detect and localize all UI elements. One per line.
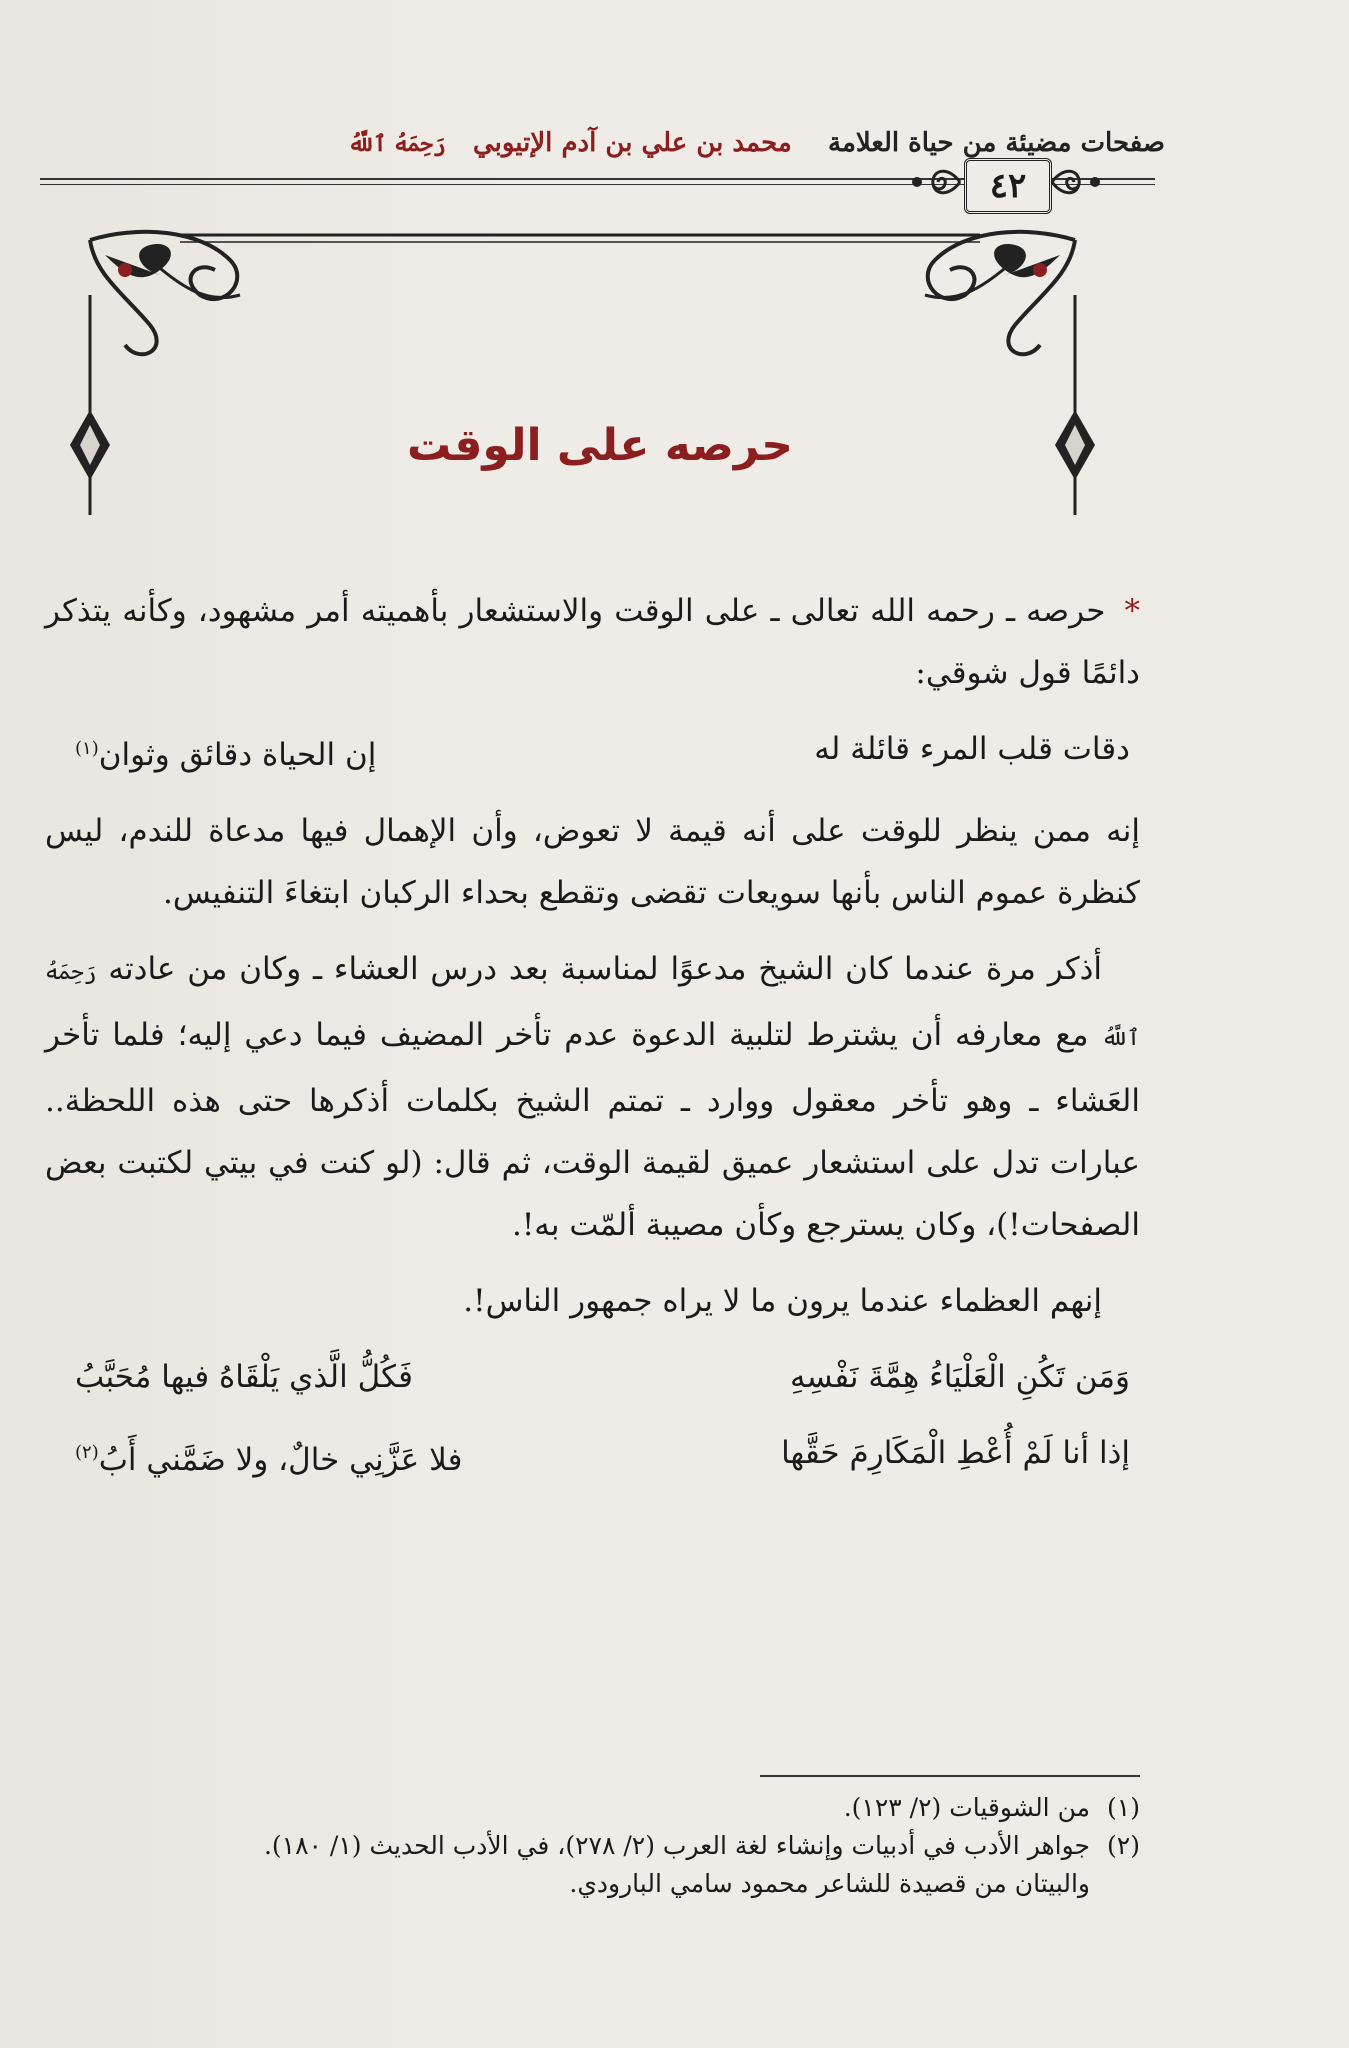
verse-line (45, 1422, 1140, 1490)
paragraph-text: حرصه ـ رحمه الله تعالى ـ على الوقت والاستشعار بأهميته أمر مشهود، وكأنه يتذكر دائمًا قول شوقي: (45, 593, 1140, 691)
verse-hemistich-second: فَكُلُّ الَّذي يَلْقَاهُ فيها مُحَبَّبُ (75, 1359, 414, 1396)
verse-hemistich-second: إن الحياة دقائق وثوان (98, 737, 377, 774)
ornament-right-icon (1047, 160, 1107, 204)
footnote-number: (٢) (1107, 1831, 1140, 1860)
paragraph (45, 1270, 1140, 1332)
footnote-rule (760, 1775, 1140, 1777)
body-text (45, 580, 1140, 1505)
asterisk-icon: * (1124, 593, 1140, 629)
footnotes (40, 1775, 1140, 1903)
running-head-person-name: محمد بن علي بن آدم الإتيوبي (472, 128, 792, 158)
paragraph-text: إنهم العظماء عندما يرون ما لا يراه جمهور الناس!. (463, 1283, 1102, 1320)
verse-line (45, 718, 1140, 786)
page-number: ٤٢ (964, 158, 1052, 214)
corner-flourish-right-icon (925, 232, 1095, 480)
chapter-frame-ornament (30, 215, 1130, 545)
footnote (40, 1827, 1140, 1865)
footnote (40, 1789, 1140, 1827)
footnote-marker: (٢) (75, 1442, 99, 1464)
paragraph-text: إنه ممن ينظر للوقت على أنه قيمة لا تعوض، وأن الإهمال فيها مدعاة للندم، ليس كنظرة عموم الناس بأنها سويعات تقضى وتقطع بحداء الركبان ابتغاءَ التنفيس. (45, 813, 1140, 912)
footnote-continuation: والبيتان من قصيدة للشاعر محمود سامي البارودي. (569, 1869, 1090, 1898)
verse-hemistich-second: فلا عَزَّنِي خالٌ، ولا ضَمَّني أَبُ (98, 1441, 463, 1478)
verse-line (45, 1346, 1140, 1408)
ornament-left-icon (905, 160, 965, 204)
running-head-book-title: صفحات مضيئة من حياة العلامة (828, 128, 1165, 158)
footnote-text: جواهر الأدب في أدبيات وإنشاء لغة العرب (٢/ ٢٧٨)، في الأدب الحديث (١/ ١٨٠). (263, 1831, 1090, 1860)
honorific-glyph: رَحِمَهُ ٱللَّهُ (45, 960, 1140, 1052)
paragraph (45, 938, 1140, 1256)
verse-hemistich-first: دقات قلب المرء قائلة له (814, 731, 1130, 767)
paragraph-text: مع معارفه أن يشترط لتلبية الدعوة عدم تأخر المضيف فيما دعي إليه؛ فلما تأخر العَشاء ـ وهو تأخر معقول ووارد ـ تمتم الشيخ بكلمات أذكرها حتى هذه اللحظة.. عبارات تدل على استشعار عميق لقيمة الوقت، ثم قال: (لو كنت في بيتي لكتبت بعض الصفحات!)، وكان يسترجع وكأن مصيبة ألمّت به!. (45, 1017, 1140, 1244)
verse-hemistich-first: إذا أنا لَمْ أُعْطِ الْمَكَارِمَ حَقَّها (781, 1435, 1130, 1472)
footnote-number: (١) (1107, 1793, 1140, 1822)
honorific-glyph: رَحِمَهُ ٱللَّهُ (347, 131, 446, 157)
paragraph (45, 580, 1140, 704)
corner-flourish-left-icon (70, 232, 240, 480)
paragraph (45, 800, 1140, 924)
footnote-text: من الشوقيات (٢/ ١٢٣). (843, 1793, 1090, 1822)
footnote-marker: (١) (75, 738, 99, 759)
chapter-title: حرصه على الوقت (406, 420, 794, 471)
paragraph-text: أذكر مرة عندما كان الشيخ مدعوًا لمناسبة بعد درس العشاء ـ وكان من عادته (108, 951, 1102, 988)
verse-hemistich-first: وَمَن تَكُنِ الْعَلْيَاءُ هِمَّةَ نَفْسِهِ (789, 1359, 1130, 1396)
